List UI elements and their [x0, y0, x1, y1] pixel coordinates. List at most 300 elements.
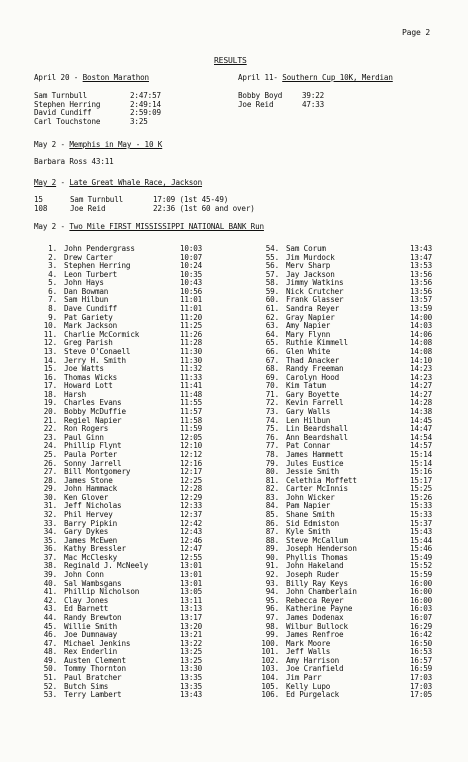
run-result-time: 16:59	[410, 664, 433, 674]
run-result-place: 41.	[43, 587, 57, 597]
run-result-place: 98.	[265, 621, 279, 631]
run-result-time: 15:49	[410, 552, 433, 562]
whale-heading-date: May 2	[34, 178, 57, 187]
run-result-name: Carter McInnis	[286, 484, 348, 494]
run-result-place: 81.	[265, 475, 279, 485]
run-result-place: 27.	[43, 467, 57, 477]
run-result-name: Joe Watts	[64, 364, 104, 374]
run-result-name: Harsh	[64, 389, 87, 399]
run-result-name: Joseph Ruder	[286, 570, 340, 580]
run-result-time: 15:14	[410, 458, 433, 468]
run-result-place: 85.	[265, 509, 279, 519]
run-result-name: Len Hilbun	[286, 415, 331, 425]
run-result-place: 60.	[265, 295, 279, 305]
run-result-place: 55.	[265, 252, 279, 262]
southern-cup-result-name: Bobby Boyd	[238, 91, 283, 100]
run-result-time: 13:35	[180, 681, 203, 691]
run-result-place: 92.	[265, 570, 279, 580]
run-result-place: 106.	[261, 690, 279, 700]
run-result-place: 11.	[43, 329, 57, 339]
memphis-result: Barbara Ross 43:11	[34, 157, 114, 166]
run-result-name: James Stone	[64, 475, 113, 485]
run-result-place: 65.	[265, 338, 279, 348]
run-result-name: Dan Bowman	[64, 286, 109, 296]
run-result-name: Drew Carter	[64, 252, 113, 262]
run-result-time: 12:47	[180, 544, 203, 554]
run-result-time: 11:41	[180, 381, 203, 391]
run-result-place: 1.	[48, 244, 57, 253]
southern-cup-result-name: Joe Reid	[238, 99, 274, 109]
whale-result-time: 17:09 (1st 45-49)	[153, 195, 229, 204]
run-result-time: 16:57	[410, 655, 433, 665]
run-result-name: Jeff Walls	[286, 647, 331, 657]
run-result-place: 46.	[43, 630, 57, 640]
run-result-name: Jim Parr	[286, 673, 322, 682]
run-result-time: 14:23	[410, 372, 433, 382]
southern-cup-heading: April 11- Southern Cup 10K, Merdian	[238, 73, 393, 82]
run-result-name: Clay Jones	[64, 595, 109, 605]
run-result-place: 100.	[261, 638, 279, 648]
run-result-time: 14:45	[410, 415, 433, 425]
memphis-heading-event: Memphis in May - 10 K	[69, 140, 163, 149]
boston-result-time: 3:25	[130, 116, 148, 126]
run-result-name: Jessie Smith	[286, 467, 340, 477]
run-result-place: 18.	[43, 389, 57, 399]
run-result-name: Willie Smith	[64, 621, 118, 631]
run-result-time: 13:01	[180, 561, 203, 571]
run-result-name: John Wicker	[286, 492, 335, 502]
boston-heading: April 20 - Boston Marathon	[34, 73, 149, 82]
run-result-time: 10:35	[180, 269, 203, 279]
run-heading: May 2 - Two Mile FIRST MISSISSIPPI NATIONAL BANK Run	[34, 222, 264, 231]
run-result-name: Kyle Smith	[286, 527, 331, 537]
run-result-time: 12:43	[180, 527, 203, 537]
run-result-place: 43.	[43, 604, 57, 614]
boston-result-name: Sam Turnbull	[34, 91, 88, 100]
memphis-heading: May 2 - Memphis in May - 10 K	[34, 140, 163, 149]
run-result-name: Lin Beardshall	[286, 424, 348, 434]
run-result-place: 35.	[43, 535, 57, 545]
boston-result-name: David Cundiff	[34, 108, 92, 117]
run-result-name: Phillip Flynt	[64, 441, 122, 451]
run-result-place: 84.	[265, 501, 279, 511]
run-result-time: 14:57	[410, 441, 433, 451]
page-title: RESULTS	[214, 56, 247, 65]
run-result-time: 11:28	[180, 338, 203, 348]
run-result-name: Paula Porter	[64, 449, 118, 459]
run-result-name: Bobby McDuffie	[64, 407, 126, 417]
run-result-time: 11:25	[180, 321, 203, 331]
run-result-place: 2.	[48, 252, 57, 262]
run-result-name: Mark Jackson	[64, 321, 118, 331]
run-result-place: 59.	[265, 286, 279, 296]
run-result-place: 70.	[265, 381, 279, 391]
run-result-name: Frank Glasser	[286, 295, 344, 305]
run-result-place: 62.	[265, 312, 279, 322]
run-result-time: 17:03	[410, 673, 433, 682]
run-result-place: 73.	[265, 407, 279, 417]
run-result-place: 22.	[43, 424, 57, 434]
run-result-name: Michael Jenkins	[64, 638, 131, 648]
run-result-name: Paul Ginn	[64, 432, 104, 442]
run-result-time: 12:05	[180, 432, 203, 442]
run-result-name: Mac McClesky	[64, 552, 118, 562]
run-result-place: 88.	[265, 535, 279, 545]
run-result-name: Pat Connar	[286, 441, 331, 451]
run-result-name: Regiel Napier	[64, 415, 122, 425]
run-result-place: 8.	[48, 304, 57, 314]
run-result-time: 15:25	[410, 484, 433, 494]
run-result-place: 44.	[43, 612, 57, 622]
run-result-place: 15.	[43, 364, 57, 374]
run-result-place: 56.	[265, 261, 279, 271]
run-result-name: Jim Murdock	[286, 252, 335, 262]
run-result-name: Shane Smith	[286, 509, 335, 519]
run-result-time: 11:01	[180, 295, 203, 305]
whale-heading-event: Late Great Whale Race, Jackson	[69, 178, 203, 187]
run-result-place: 86.	[265, 518, 279, 528]
run-result-name: Reginald J. McNeely	[64, 561, 149, 571]
run-result-name: Jimmy Watkins	[286, 278, 344, 288]
run-result-name: Pam Napier	[286, 501, 331, 511]
run-result-place: 89.	[265, 544, 279, 554]
run-result-place: 82.	[265, 484, 279, 494]
run-result-name: Dave Cundiff	[64, 304, 118, 314]
run-result-place: 99.	[265, 630, 279, 640]
run-result-time: 12:25	[180, 475, 203, 485]
run-result-place: 93.	[265, 578, 279, 588]
run-result-time: 13:05	[180, 587, 203, 597]
run-result-name: Sam Corum	[286, 244, 326, 253]
run-result-time: 11:48	[180, 389, 203, 399]
run-result-place: 49.	[43, 655, 57, 665]
run-result-time: 11:57	[180, 407, 203, 417]
whale-result-name: Joe Reid	[70, 203, 106, 213]
run-result-place: 67.	[265, 355, 279, 365]
run-result-place: 16.	[43, 372, 57, 382]
run-result-time: 11:01	[180, 304, 203, 314]
run-result-place: 78.	[265, 449, 279, 459]
run-result-time: 13:47	[410, 252, 433, 262]
run-result-time: 13:01	[180, 578, 203, 588]
run-result-time: 14:54	[410, 432, 433, 442]
run-result-name: Kathy Bressler	[64, 544, 126, 554]
run-result-time: 16:03	[410, 604, 433, 614]
run-result-time: 16:29	[410, 621, 433, 631]
run-result-time: 14:00	[410, 312, 433, 322]
run-result-time: 10:24	[180, 261, 203, 271]
run-result-time: 11:55	[180, 398, 203, 408]
run-result-place: 12.	[43, 338, 57, 348]
run-result-name: Tommy Thornton	[64, 664, 126, 674]
run-result-time: 16:50	[410, 638, 433, 648]
run-result-name: Terry Lambert	[64, 690, 122, 700]
run-result-time: 12:46	[180, 535, 203, 545]
run-result-place: 71.	[265, 389, 279, 399]
run-result-name: Charlie McCormick	[64, 329, 140, 339]
run-result-place: 40.	[43, 578, 57, 588]
run-result-place: 14.	[43, 355, 57, 365]
run-result-time: 13:30	[180, 664, 203, 674]
run-result-name: Sid Edmiston	[286, 518, 340, 528]
run-result-time: 13:21	[180, 630, 203, 640]
run-result-name: Rebecca Reyer	[286, 595, 344, 605]
run-result-name: John Hays	[64, 278, 104, 288]
run-result-place: 61.	[265, 304, 279, 314]
run-result-name: Mark Moore	[286, 638, 331, 648]
run-result-time: 15:14	[410, 449, 433, 459]
run-result-place: 47.	[43, 638, 57, 648]
run-result-place: 79.	[265, 458, 279, 468]
run-result-name: Barry Pipkin	[64, 518, 118, 528]
run-result-name: Joe Cranfield	[286, 664, 344, 674]
run-result-place: 75.	[265, 424, 279, 434]
run-result-name: Rex Enderlin	[64, 647, 118, 657]
run-result-place: 23.	[43, 432, 57, 442]
run-result-time: 15:59	[410, 570, 433, 580]
run-result-time: 16:00	[410, 587, 433, 597]
run-result-time: 14:10	[410, 355, 433, 365]
run-result-place: 31.	[43, 501, 57, 511]
run-result-time: 14:28	[410, 398, 433, 408]
run-result-name: Sal Wambsgans	[64, 578, 122, 588]
run-result-name: Randy Freeman	[286, 364, 344, 374]
run-result-name: Steve O'Conaell	[64, 346, 131, 356]
run-result-time: 14:38	[410, 407, 433, 417]
run-result-time: 15:33	[410, 501, 433, 511]
run-result-time: 12:55	[180, 552, 203, 562]
run-result-place: 9.	[48, 312, 57, 322]
run-result-place: 50.	[43, 664, 57, 674]
boston-result-name: Carl Touchstone	[34, 116, 101, 126]
run-result-place: 90.	[265, 552, 279, 562]
run-result-place: 52.	[43, 681, 57, 691]
run-result-name: Randy Brewton	[64, 612, 122, 622]
whale-result-place: 108	[34, 203, 48, 213]
run-result-place: 96.	[265, 604, 279, 614]
run-result-name: Jeff Nicholas	[64, 501, 122, 511]
run-result-name: Stephen Herring	[64, 261, 131, 271]
run-result-name: Billy Ray Keys	[286, 578, 348, 588]
run-result-time: 10:56	[180, 286, 203, 296]
run-result-name: Sam Hilbun	[64, 295, 109, 305]
run-result-place: 21.	[43, 415, 57, 425]
run-result-place: 10.	[43, 321, 57, 331]
run-result-time: 15:44	[410, 535, 433, 545]
run-result-time: 14:47	[410, 424, 433, 434]
run-result-name: Howard Lott	[64, 381, 113, 391]
run-result-time: 13:22	[180, 638, 203, 648]
run-result-name: Katherine Payne	[286, 604, 353, 614]
run-result-place: 63.	[265, 321, 279, 331]
run-result-time: 14:08	[410, 346, 433, 356]
run-result-place: 54.	[265, 244, 279, 253]
run-result-place: 24.	[43, 441, 57, 451]
run-result-time: 11:30	[180, 355, 203, 365]
run-result-name: Bill Montgomery	[64, 467, 131, 477]
run-result-place: 105.	[261, 681, 279, 691]
memphis-heading-date: May 2	[34, 140, 57, 149]
run-result-name: James Dodenax	[286, 612, 344, 622]
run-result-name: Ruthie Kimmell	[286, 338, 348, 348]
run-result-time: 17:05	[410, 690, 433, 700]
run-result-place: 95.	[265, 595, 279, 605]
run-result-time: 13:25	[180, 647, 203, 657]
run-result-time: 13:17	[180, 612, 203, 622]
run-result-name: Thomas Wicks	[64, 372, 118, 382]
boston-heading-date: April 20	[34, 73, 70, 82]
run-result-time: 13:01	[180, 570, 203, 580]
run-result-time: 13:56	[410, 278, 433, 288]
run-result-name: Ed Barnett	[64, 604, 109, 614]
run-result-name: John Conn	[64, 570, 104, 580]
run-result-place: 53.	[43, 690, 57, 700]
run-result-place: 5.	[48, 278, 57, 288]
run-result-time: 12:12	[180, 449, 203, 459]
run-result-time: 12:28	[180, 484, 203, 494]
run-result-place: 68.	[265, 364, 279, 374]
run-result-name: James Hammett	[286, 449, 344, 459]
southern-cup-result-time: 47:33	[302, 99, 325, 109]
run-result-time: 13:35	[180, 673, 203, 682]
run-result-name: Sandra Reyer	[286, 304, 340, 314]
run-result-place: 36.	[43, 544, 57, 554]
run-result-time: 13:25	[180, 655, 203, 665]
run-result-name: John Chamberlain	[286, 587, 357, 597]
whale-result-time: 22:36 (1st 60 and over)	[153, 203, 255, 213]
run-result-name: Pat Gariety	[64, 312, 113, 322]
run-result-time: 17:03	[410, 681, 433, 691]
run-result-place: 6.	[48, 286, 57, 296]
run-result-name: Kim Tatum	[286, 381, 326, 391]
run-result-time: 11:59	[180, 424, 203, 434]
run-result-place: 34.	[43, 527, 57, 537]
run-result-name: Ron Rogers	[64, 424, 109, 434]
run-result-place: 97.	[265, 612, 279, 622]
run-result-time: 14:23	[410, 364, 433, 374]
run-result-place: 69.	[265, 372, 279, 382]
run-result-name: Thad Anacker	[286, 355, 340, 365]
run-result-place: 26.	[43, 458, 57, 468]
run-result-name: Wilbur Bullock	[286, 621, 348, 631]
run-result-name: Austen Clement	[64, 655, 126, 665]
run-result-place: 29.	[43, 484, 57, 494]
run-result-place: 32.	[43, 509, 57, 519]
run-result-place: 3.	[48, 261, 57, 271]
run-result-name: Gary Boyette	[286, 389, 340, 399]
whale-result-name: Sam Turnbull	[70, 195, 124, 204]
run-heading-event: Two Mile FIRST MISSISSIPPI NATIONAL BANK Run	[69, 222, 264, 231]
run-result-place: 64.	[265, 329, 279, 339]
run-result-place: 7.	[48, 295, 57, 305]
run-result-name: Ann Beardshall	[286, 432, 348, 442]
run-result-place: 58.	[265, 278, 279, 288]
run-result-name: Amy Napier	[286, 321, 331, 331]
page-number: Page 2	[402, 28, 430, 37]
run-result-time: 11:32	[180, 364, 203, 374]
run-result-time: 12:29	[180, 492, 203, 502]
run-result-name: Joseph Henderson	[286, 544, 357, 554]
run-result-name: Phyllis Thomas	[286, 552, 348, 562]
run-result-place: 94.	[265, 587, 279, 597]
southern-cup-result-time: 39:22	[302, 91, 325, 100]
run-result-time: 10:03	[180, 244, 203, 253]
run-result-name: Carolyn Hood	[286, 372, 340, 382]
run-result-time: 13:11	[180, 595, 203, 605]
run-result-place: 101.	[261, 647, 279, 657]
run-result-name: John Hakeland	[286, 561, 344, 571]
run-result-place: 83.	[265, 492, 279, 502]
run-result-time: 12:33	[180, 501, 203, 511]
boston-result-time: 2:59:09	[130, 108, 161, 117]
run-result-place: 57.	[265, 269, 279, 279]
run-result-time: 13:13	[180, 604, 203, 614]
run-result-name: James McEwen	[64, 535, 118, 545]
run-result-name: Ken Glover	[64, 492, 109, 502]
run-result-place: 77.	[265, 441, 279, 451]
run-result-place: 102.	[261, 655, 279, 665]
run-result-name: Glen White	[286, 346, 331, 356]
southern-cup-heading-event: Southern Cup 10K, Merdian	[282, 73, 393, 82]
run-result-time: 15:37	[410, 518, 433, 528]
run-result-time: 11:20	[180, 312, 203, 322]
run-result-place: 20.	[43, 407, 57, 417]
run-result-name: Amy Harrison	[286, 655, 340, 665]
run-result-place: 72.	[265, 398, 279, 408]
whale-result-place: 15	[34, 195, 43, 204]
run-result-time: 16:53	[410, 647, 433, 657]
southern-cup-heading-date: April 11	[238, 73, 274, 82]
run-result-name: Celethia Moffett	[286, 475, 357, 485]
run-result-place: 28.	[43, 475, 57, 485]
run-result-time: 15:46	[410, 544, 433, 554]
run-result-time: 10:43	[180, 278, 203, 288]
run-result-time: 14:06	[410, 329, 433, 339]
run-result-time: 14:08	[410, 338, 433, 348]
run-result-name: Kelly Lupo	[286, 681, 331, 691]
run-result-time: 15:33	[410, 509, 433, 519]
run-result-time: 13:43	[410, 244, 433, 253]
run-result-time: 13:59	[410, 304, 433, 314]
run-result-time: 16:00	[410, 578, 433, 588]
run-result-name: Gary Walls	[286, 407, 331, 417]
run-result-place: 39.	[43, 570, 57, 580]
run-result-place: 91.	[265, 561, 279, 571]
run-result-name: Butch Sims	[64, 681, 109, 691]
run-result-time: 12:17	[180, 467, 203, 477]
run-result-time: 16:07	[410, 612, 433, 622]
run-result-name: John Pendergrass	[64, 244, 135, 253]
run-result-name: Sonny Jarrell	[64, 458, 122, 468]
run-result-time: 15:43	[410, 527, 433, 537]
run-result-time: 10:07	[180, 252, 203, 262]
run-result-time: 13:56	[410, 269, 433, 279]
run-result-name: Merv Sharp	[286, 261, 331, 271]
run-result-time: 12:42	[180, 518, 203, 528]
run-result-time: 11:33	[180, 372, 203, 382]
run-result-place: 45.	[43, 621, 57, 631]
run-result-place: 42.	[43, 595, 57, 605]
run-result-place: 25.	[43, 449, 57, 459]
run-result-place: 51.	[43, 673, 57, 682]
run-result-name: Paul Bratcher	[64, 673, 122, 682]
run-result-name: Phil Hervey	[64, 509, 113, 519]
run-result-place: 19.	[43, 398, 57, 408]
run-result-time: 12:16	[180, 458, 203, 468]
run-result-name: Steve McCallum	[286, 535, 348, 545]
run-result-place: 74.	[265, 415, 279, 425]
run-result-time: 14:03	[410, 321, 433, 331]
